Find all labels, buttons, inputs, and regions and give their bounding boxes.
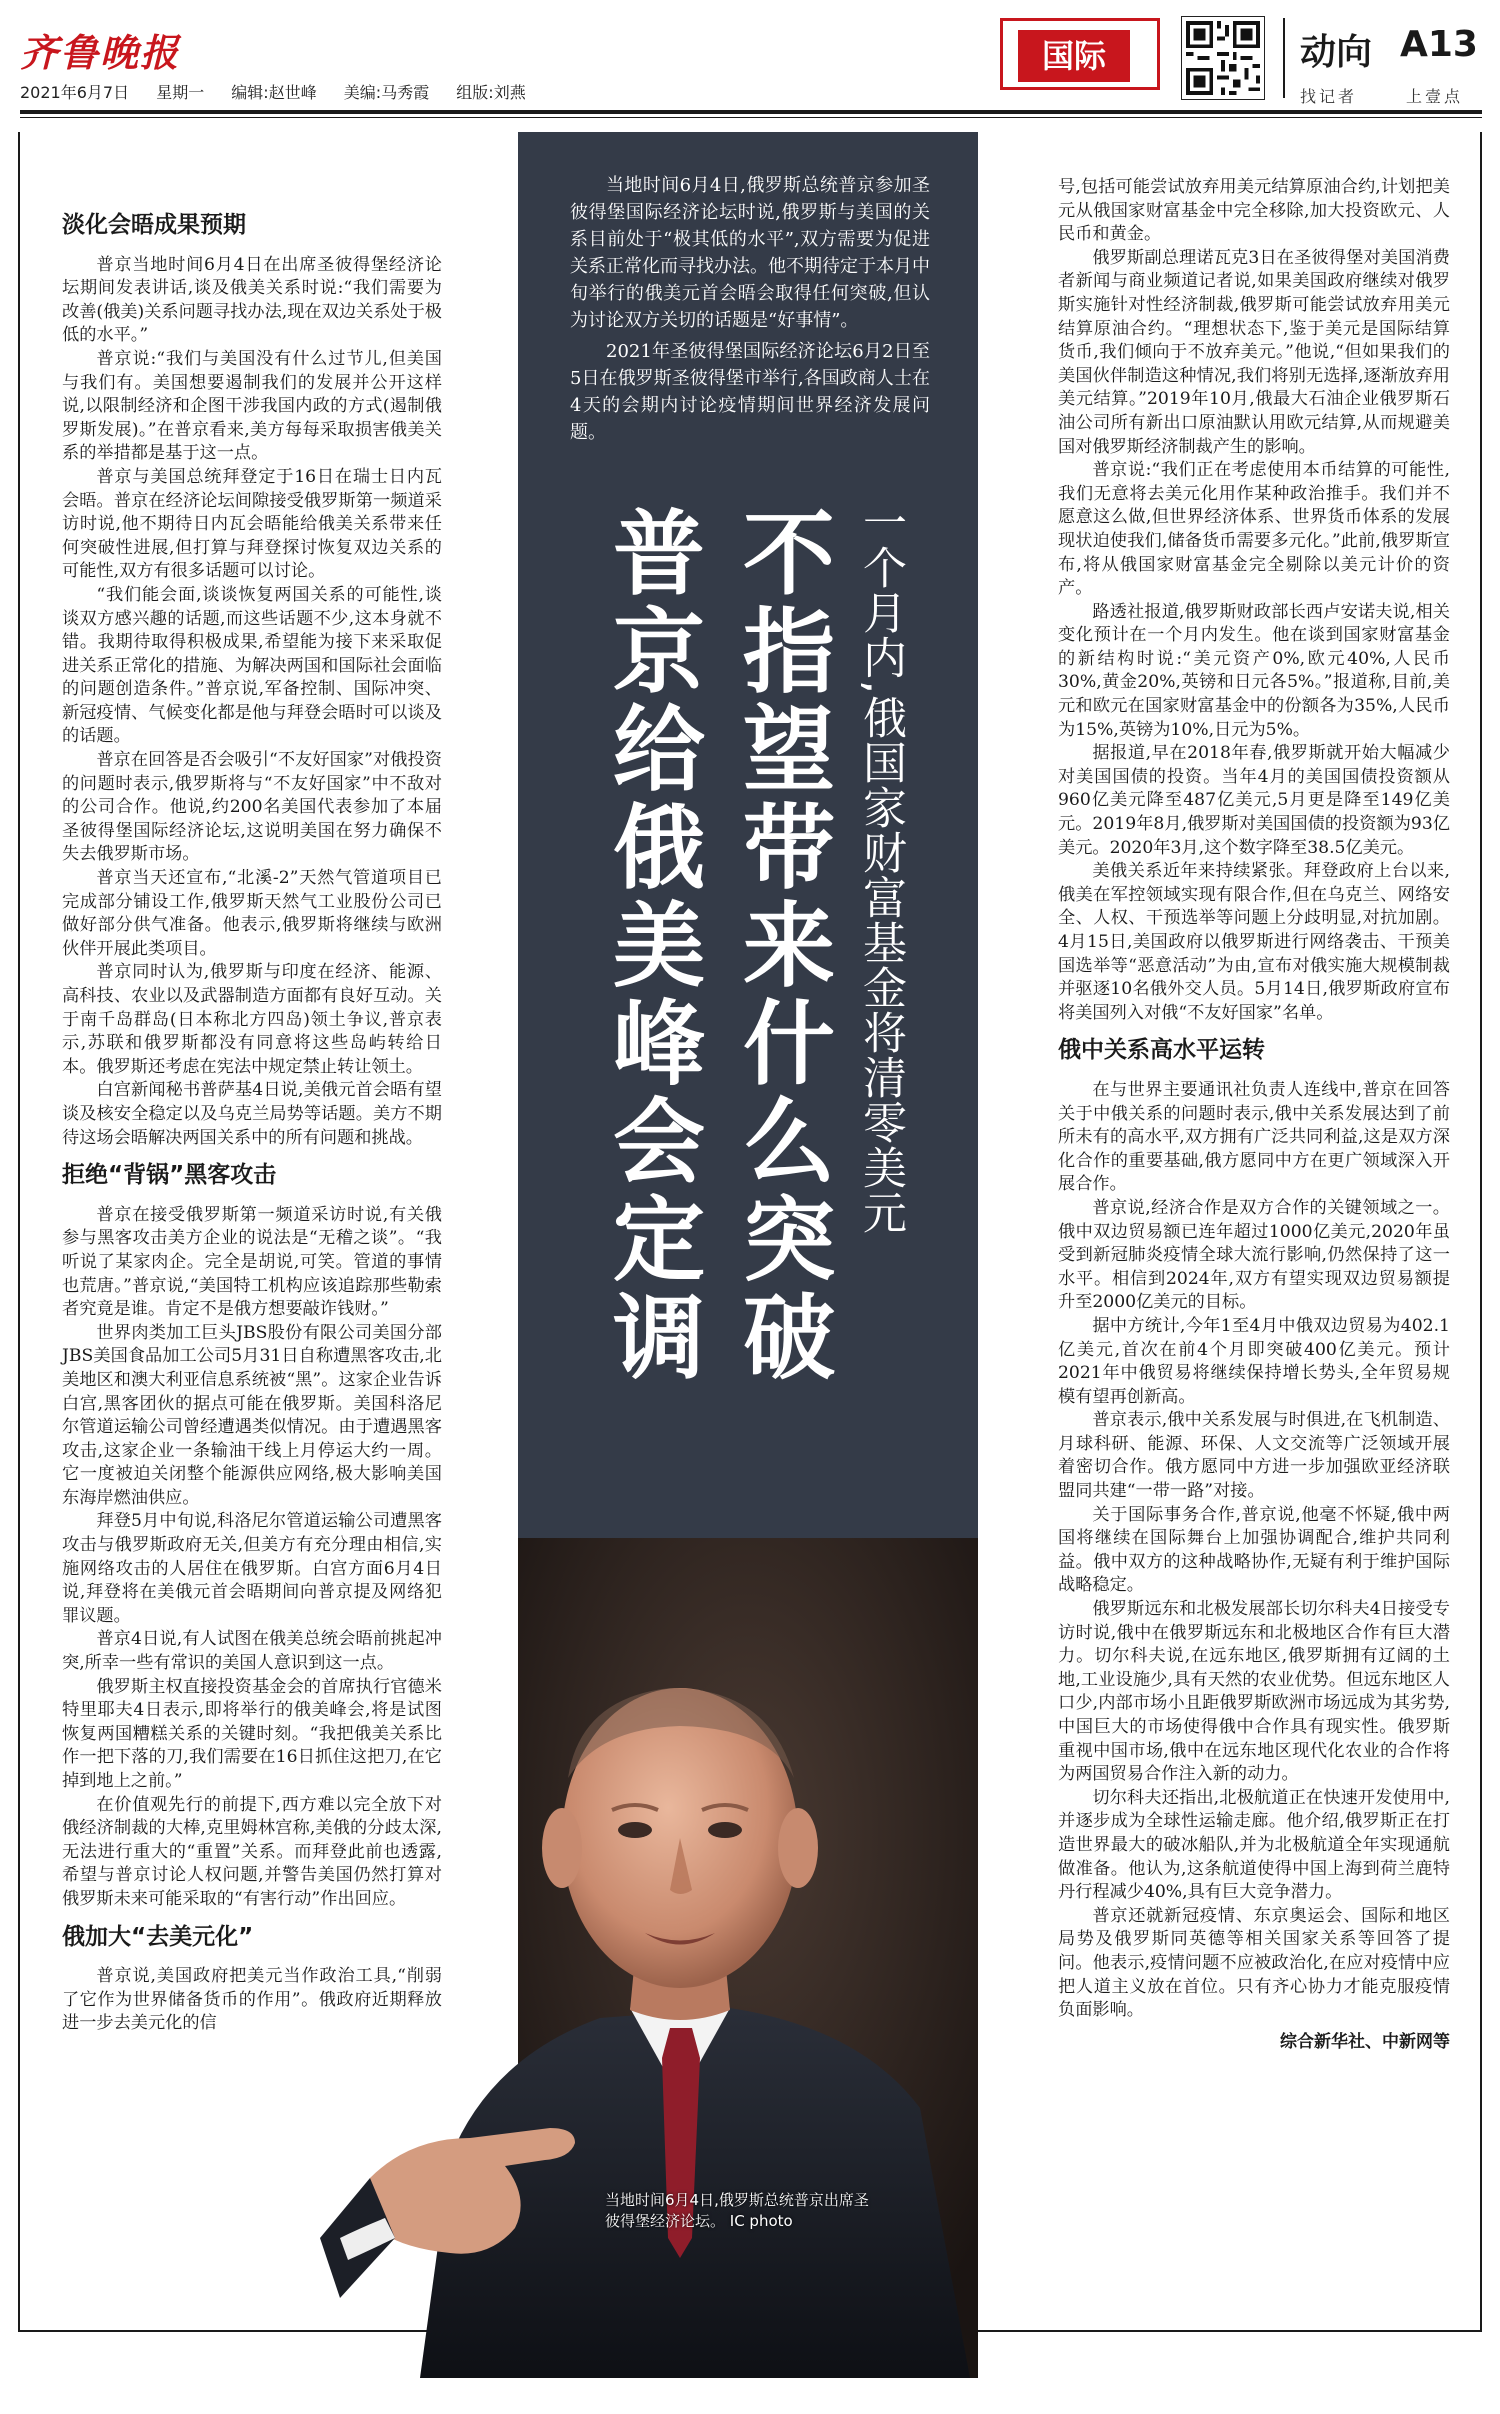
section-heading: 俄加大“去美元化” — [62, 1923, 254, 1950]
body-paragraph: 普京说:“我们与美国没有什么过节儿,但美国与我们有。美国想要遏制我们的发展并公开这样说,以限制经济和企图干涉我国内政的方式(遏制俄罗斯发展)。”在普京看来,美方每每采取损害俄美关系的举措都是基于这一点。 — [62, 348, 442, 464]
layout-credit: 组版:刘燕 — [456, 83, 526, 102]
source-credit: 综合新华社、中新网等 — [1280, 2031, 1450, 2052]
body-paragraph: 俄罗斯副总理诺瓦克3日在圣彼得堡对美国消费者新闻与商业频道记者说,如果美国政府继续对俄罗斯实施针对性经济制裁,俄罗斯可能尝试放弃用美元结算原油合约。“理想状态下,鉴于美元是国际结算货币,我们倾向于不放弃美元。”他说,“但如果我们的美国伙伴制造这种情况,我们将别无选择,逐渐放弃用美元结算。”2019年10月,俄最大石油企业俄罗斯石油公司所有新出口原油默认用欧元结算,从而规避美国对俄罗斯经济制裁产生的影响。 — [1058, 247, 1450, 457]
reporter-label: 找记者 — [1300, 87, 1358, 106]
qr-code-icon[interactable] — [1181, 16, 1265, 100]
body-paragraph: 世界肉类加工巨头JBS股份有限公司美国分部JBS美国食品加工公司5月31日自称遭黑客攻击,北美地区和澳大利亚信息系统被“黑”。这家企业告诉白宫,黑客团伙的据点可能在俄罗斯。美国科洛尼尔管道运输公司曾经遭遇类似情况。由于遭遇黑客攻击,这家企业一条输油干线上月停运大约一周。它一度被迫关闭整个能源供应网络,极大影响美国东海岸燃油供应。 — [62, 1322, 442, 1508]
body-paragraph: 普京同时认为,俄罗斯与印度在经济、能源、高科技、农业以及武器制造方面都有良好互动。关于南千岛群岛(日本称北方四岛)领土争议,普京表示,苏联和俄罗斯都没有同意将这些岛屿转给日本。俄罗斯还考虑在宪法中规定禁止转让领土。 — [62, 962, 442, 1077]
reporter-action: 上壹点 — [1406, 87, 1464, 106]
body-paragraph: “我们能会面,谈谈恢复两国关系的可能性,谈谈双方感兴趣的话题,而这些话题不少,这本身就不错。我期待取得积极成果,希望能为接下来采取促进关系正常化的措施、为解决两国和国际社会面临的问题创造条件。”普京说,军备控制、国际冲突、新冠疫情、气候变化都是他与拜登会晤时可以谈及的话题。 — [62, 584, 442, 747]
page-frame-right — [1480, 132, 1482, 2332]
article-headline-line2: 普京给俄美峰会定调 — [598, 505, 705, 1387]
reporter-hint — [1300, 84, 1463, 107]
section-label: 国际 — [1018, 30, 1130, 82]
page-number: A13 — [1400, 24, 1478, 65]
section-heading: 拒绝“背锅”黑客攻击 — [62, 1162, 277, 1189]
lead-paragraph: 2021年圣彼得堡国际经济论坛6月2日至5日在俄罗斯圣彼得堡市举行,各国政商人士在4天的会期内讨论疫情期间世界经济发展问题。 — [570, 341, 930, 443]
lead-paragraph: 当地时间6月4日,俄罗斯总统普京参加圣彼得堡国际经济论坛时说,俄罗斯与美国的关系目前处于“极其低的水平”,双方需要为促进关系正常化而寻找办法。他不期待定于本月中旬举行的俄美元首会晤会取得任何突破,但认为讨论双方关切的话题是“好事情”。 — [570, 175, 930, 331]
newspaper-logo: 齐鲁晚报 — [20, 30, 181, 75]
body-paragraph: 普京表示,俄中关系发展与时俱进,在飞机制造、月球科研、能源、环保、人文交流等广泛领域开展着密切合作。俄方愿同中方进一步加强欧亚经济联盟同共建“一带一路”对接。 — [1058, 1410, 1450, 1502]
body-paragraph: 俄罗斯远东和北极发展部长切尔科夫4日接受专访时说,俄中在俄罗斯远东和北极地区合作有巨大潜力。切尔科夫说,在远东地区,俄罗斯拥有辽阔的土地,工业设施少,具有天然的农业优势。但远东地区人口少,内部市场小且距俄罗斯欧洲市场远成为其劣势,中国巨大的市场使得俄中合作具有现实性。俄罗斯重视中国市场,俄中在远东地区现代化农业的合作将为两国贸易合作注入新的动力。 — [1058, 1599, 1450, 1785]
body-paragraph: 普京在回答是否会吸引“不友好国家”对俄投资的问题时表示,俄罗斯将与“不友好国家”中不敌对的公司合作。他说,约200名美国代表参加了本届圣彼得堡国际经济论坛,这说明美国在努力确保不失去俄罗斯市场。 — [62, 750, 442, 865]
section-heading: 淡化会晤成果预期 — [62, 212, 246, 238]
body-paragraph-continued: 号,包括可能尝试放弃用美元结算原油合约,计划把美元从俄国家财富基金中完全移除,加大投资欧元、人民币和黄金。 — [1058, 177, 1450, 245]
issue-info — [20, 80, 548, 103]
issue-date: 2021年6月7日 — [20, 83, 130, 102]
section-heading: 俄中关系高水平运转 — [1058, 1037, 1265, 1064]
body-paragraph: 俄罗斯主权直接投资基金会的首席执行官德米特里耶夫4日表示,即将举行的俄美峰会,将是试图恢复两国糟糕关系的关键时刻。“我把俄美关系比作一把下落的刀,我们需要在16日抓住这把刀,在它掉到地上之前。” — [62, 1676, 442, 1791]
body-paragraph: 普京说:“我们正在考虑使用本币结算的可能性,我们无意将去美元化用作某种政治推手。我们并不愿意这么做,但世界经济体系、世界货币体系的发展现状迫使我们,储备货币需要多元化。”此前,俄罗斯宣布,将从俄国家财富基金完全剔除以美元计价的资产。 — [1058, 460, 1450, 599]
body-paragraph: 普京还就新冠疫情、东京奥运会、国际和地区局势及俄罗斯同英德等相关国家关系等回答了提问。他表示,疫情问题不应被政治化,在应对疫情中应把人道主义放在首位。只有齐心协力才能克服疫情负面影响。 — [1058, 1905, 1450, 2021]
body-paragraph: 切尔科夫还指出,北极航道正在快速开发使用中,并逐步成为全球性运输走廊。他介绍,俄罗斯正在打造世界最大的破冰船队,并为北极航道全年实现通航做准备。他认为,这条航道使得中国上海到荷兰鹿特丹行程减少40%,具有巨大竞争潜力。 — [1058, 1787, 1450, 1903]
body-paragraph: 普京说,经济合作是双方合作的关键领域之一。俄中双边贸易额已连年超过1000亿美元,2020年虽受到新冠肺炎疫情全球大流行影响,仍然保持了这一水平。相信到2024年,双方有望实现双边贸易额提升至2000亿美元的目标。 — [1058, 1197, 1450, 1313]
masthead — [0, 0, 1500, 128]
body-paragraph: 据报道,早在2018年春,俄罗斯就开始大幅减少对美国国债的投资。当年4月的美国国债投资额从960亿美元降至487亿美元,5月更是降至149亿美元。2019年8月,俄罗斯对美国国债的投资额为93亿美元。2020年3月,这个数字降至38.5亿美元。 — [1058, 743, 1450, 858]
article-subtitle: 一个月内,俄国家财富基金将清零美元 — [855, 500, 906, 1235]
lead-summary — [570, 172, 930, 446]
masthead-rule — [20, 110, 1482, 114]
body-paragraph: 普京4日说,有人试图在俄美总统会晤前挑起冲突,所幸一些有常识的美国人意识到这一点。 — [62, 1629, 442, 1674]
masthead-divider — [1283, 18, 1285, 98]
article-headline-line1: 不指望带来什么突破 — [728, 505, 835, 1387]
designer-credit: 美编:马秀霞 — [343, 83, 430, 102]
editor-credit: 编辑:赵世峰 — [231, 83, 317, 102]
body-paragraph: 在价值观先行的前提下,西方难以完全放下对俄经济制裁的大棒,克里姆林宫称,美俄的分歧太深,无法进行重大的“重置”关系。而拜登此前也透露,希望与普京讨论人权问题,并警告美国仍然打算对俄罗斯未来可能采取的“有害行动”作出回应。 — [62, 1794, 442, 1909]
body-paragraph: 关于国际事务合作,普京说,他毫不怀疑,俄中两国将继续在国际舞台上加强协调配合,维护共同利益。俄中双方的这种战略协作,无疑有利于维护国际战略稳定。 — [1058, 1504, 1450, 1596]
masthead-rule-thin — [20, 117, 1482, 118]
body-paragraph: 白宫新闻秘书普萨基4日说,美俄元首会晤有望谈及核安全稳定以及乌克兰局势等话题。美方不期待这场会晤解决两国关系中的所有问题和挑战。 — [62, 1080, 442, 1148]
body-paragraph: 美俄关系近年来持续紧张。拜登政府上台以来,俄美在军控领域实现有限合作,但在乌克兰、网络安全、人权、干预选举等问题上分歧明显,对抗加剧。4月15日,美国政府以俄罗斯进行网络袭击、干预美国选举等“恶意活动”为由,宣布对俄实施大规模制裁并驱逐10名俄外交人员。5月14日,俄罗斯政府宣布将美国列入对俄“不友好国家”名单。 — [1058, 861, 1450, 1023]
left-column — [62, 200, 442, 2036]
body-paragraph: 普京当地时间6月4日在出席圣彼得堡经济论坛期间发表讲话,谈及俄美关系时说:“我们需要为改善(俄美)关系问题寻找办法,现在双边关系处于极低的水平。” — [62, 254, 442, 346]
body-paragraph: 路透社报道,俄罗斯财政部长西卢安诺夫说,相关变化预计在一个月内发生。他在谈到国家财富基金的新结构时说:“美元资产0%,欧元40%,人民币30%,黄金20%,英镑和日元各5%。”报道称,目前,美元和欧元在国家财富基金中的份额各为35%,人民币为15%,英镑为10%,日元为5%。 — [1058, 601, 1450, 740]
body-paragraph: 拜登5月中旬说,科洛尼尔管道运输公司遭黑客攻击与俄罗斯政府无关,但美方有充分理由相信,实施网络攻击的人居住在俄罗斯。白宫方面6月4日说,拜登将在美俄元首会晤期间向普京提及网络犯罪议题。 — [62, 1511, 442, 1626]
page-frame-left — [18, 132, 20, 2332]
body-paragraph: 据中方统计,今年1至4月中俄双边贸易为402.1亿美元,首次在前4个月即突破400亿美元。预计2021年中俄贸易将继续保持增长势头,全年贸易规模有望再创新高。 — [1058, 1315, 1450, 1407]
body-paragraph: 普京在接受俄罗斯第一频道采访时说,有关俄参与黑客攻击美方企业的说法是“无稽之谈”。“我听说了某家肉企。完全是胡说,可笑。管道的事情也荒唐。”普京说,“美国特工机构应该追踪那些勒索者究竟是谁。肯定不是俄方想要敲诈钱财。” — [62, 1204, 442, 1320]
right-column — [1058, 176, 1450, 2054]
photo-caption: 当地时间6月4日,俄罗斯总统普京出席圣彼得堡经济论坛。 IC photo — [605, 2191, 869, 2230]
body-paragraph: 普京当天还宣布,“北溪-2”天然气管道项目已完成部分铺设工作,俄罗斯天然气工业股份公司已做好部分供气准备。他表示,俄罗斯将继续与欧洲伙伴开展此类项目。 — [62, 868, 442, 959]
column-name: 动向 — [1300, 32, 1373, 73]
issue-weekday: 星期一 — [156, 83, 205, 102]
body-paragraph: 在与世界主要通讯社负责人连线中,普京在回答关于中俄关系的问题时表示,俄中关系发展达到了前所未有的高水平,双方拥有广泛共同利益,这是双方深化合作的重要基础,俄方愿同中方在更广领域深入开展合作。 — [1058, 1079, 1450, 1195]
body-paragraph: 普京与美国总统拜登定于16日在瑞士日内瓦会晤。普京在经济论坛间隙接受俄罗斯第一频道采访时说,他不期待日内瓦会晤能给俄美关系带来任何突破性进展,但打算与拜登探讨恢复双边关系的可能性,双方有很多话题可以讨论。 — [62, 466, 442, 582]
body-paragraph: 普京说,美国政府把美元当作政治工具,“削弱了它作为世界储备货币的作用”。俄政府近期释放进一步去美元化的信 — [62, 1966, 442, 2034]
